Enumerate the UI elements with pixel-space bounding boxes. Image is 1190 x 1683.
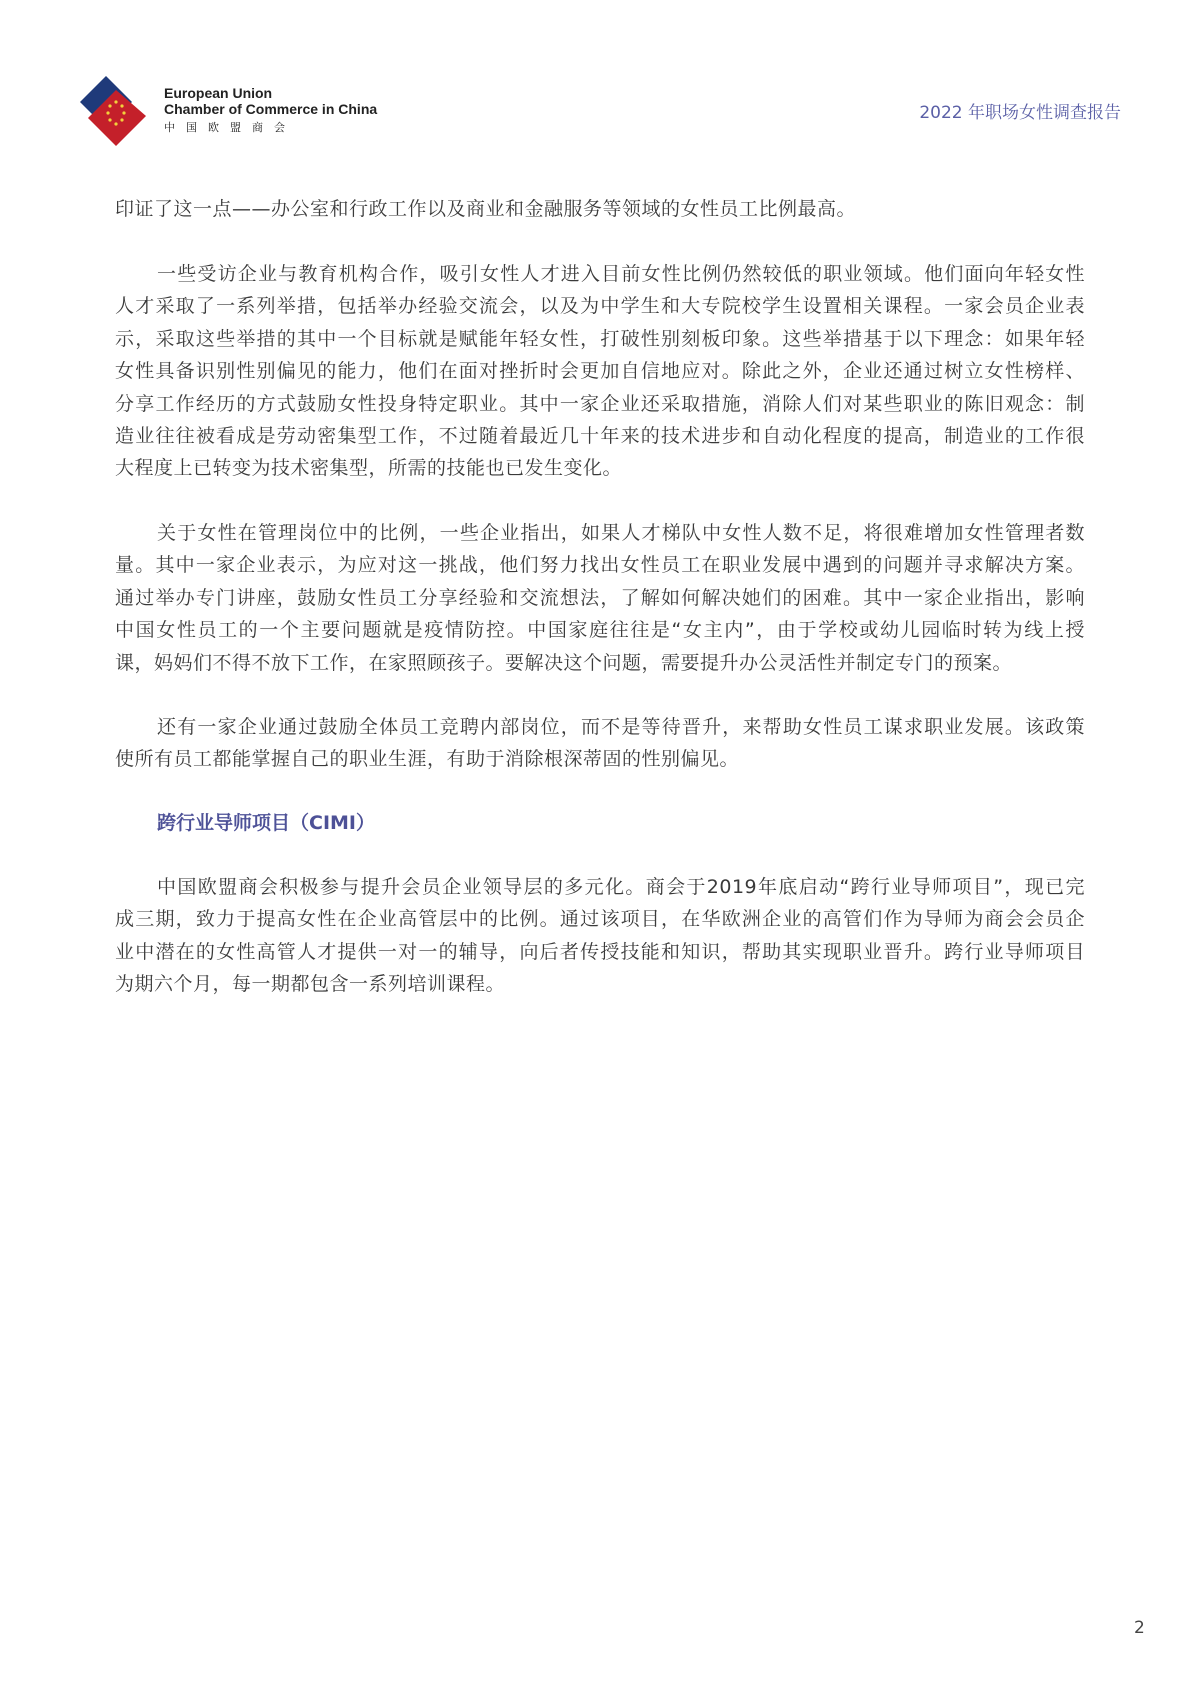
- text-line: 还有一家企业通过鼓励全体员工竞聘内部岗位，而不是等待晋升，来帮助女性员工谋求职业发展。该政策: [157, 716, 1085, 738]
- text-line: 大程度上已转变为技术密集型，所需的技能也已发生变化。: [115, 457, 623, 480]
- page-number: 2: [1134, 1618, 1145, 1638]
- text-line: 人才采取了一系列举措，包括举办经验交流会，以及为中学生和大专院校学生设置相关课程。一家会员企业表: [115, 295, 1085, 318]
- text-line: 成三期，致力于提高女性在企业高管层中的比例。通过该项目，在华欧洲企业的高管们作为导师为商会会员企: [115, 908, 1085, 931]
- section-heading: 跨行业导师项目（CIMI）: [157, 812, 375, 834]
- text-line: 业中潜在的女性高管人才提供一对一的辅导，向后者传授技能和知识，帮助其实现职业晋升。跨行业导师项目: [115, 940, 1085, 963]
- text-line: 通过举办专门讲座，鼓励女性员工分享经验和交流想法，了解如何解决她们的困难。其中一家企业指出，影响: [115, 586, 1085, 609]
- text-line: 中国欧盟商会积极参与提升会员企业领导层的多元化。商会于2019年底启动“跨行业导师项目”，现已完: [157, 876, 1085, 898]
- text-line: 关于女性在管理岗位中的比例，一些企业指出，如果人才梯队中女性人数不足，将很难增加女性管理者数: [157, 522, 1085, 544]
- text-line: 中国女性员工的一个主要问题就是疫情防控。中国家庭往往是“女主内”，由于学校或幼儿园临时转为线上授: [115, 619, 1085, 642]
- text-line: 量。其中一家企业表示，为应对这一挑战，他们努力找出女性员工在职业发展中遇到的问题并寻求解决方案。: [115, 554, 1085, 577]
- report-title: 2022 年职场女性调查报告: [919, 103, 1121, 123]
- org-name-chinese: 中国欧盟商会: [164, 121, 296, 134]
- paragraph: [115, 711, 1085, 776]
- text-line: 为期六个月，每一期都包含一系列培训课程。: [115, 973, 506, 996]
- paragraph: [115, 871, 1085, 1001]
- organization-name: [164, 85, 377, 136]
- text-line: 女性具备识别性别偏见的能力，他们在面对挫折时会更加自信地应对。除此之外，企业还通过树立女性榜样、: [115, 360, 1085, 383]
- paragraph: [115, 517, 1085, 679]
- eu-chamber-logo: [80, 76, 150, 146]
- text-line: 一些受访企业与教育机构合作，吸引女性人才进入目前女性比例仍然较低的职业领域。他们面向年轻女性: [157, 263, 1085, 285]
- text-line: 印证了这一点——办公室和行政工作以及商业和金融服务等领域的女性员工比例最高。: [115, 198, 857, 220]
- org-name-line2: Chamber of Commerce in China: [164, 101, 378, 117]
- paragraph: [115, 258, 1085, 485]
- text-line: 分享工作经历的方式鼓励女性投身特定职业。其中一家企业还采取措施，消除人们对某些职业的陈旧观念：制: [115, 392, 1085, 415]
- text-line: 课，妈妈们不得不放下工作，在家照顾孩子。要解决这个问题，需要提升办公灵活性并制定专门的预案。: [115, 651, 1013, 674]
- text-line: 示，采取这些举措的其中一个目标就是赋能年轻女性，打破性别刻板印象。这些举措基于以下理念：如果年轻: [115, 327, 1085, 350]
- paragraph: [115, 193, 1085, 225]
- org-name-line1: European Union: [164, 85, 273, 101]
- text-line: 造业往往被看成是劳动密集型工作，不过随着最近几十年来的技术进步和自动化程度的提高，制造业的工作很: [115, 424, 1085, 447]
- text-line: 使所有员工都能掌握自己的职业生涯，有助于消除根深蒂固的性别偏见。: [115, 748, 740, 771]
